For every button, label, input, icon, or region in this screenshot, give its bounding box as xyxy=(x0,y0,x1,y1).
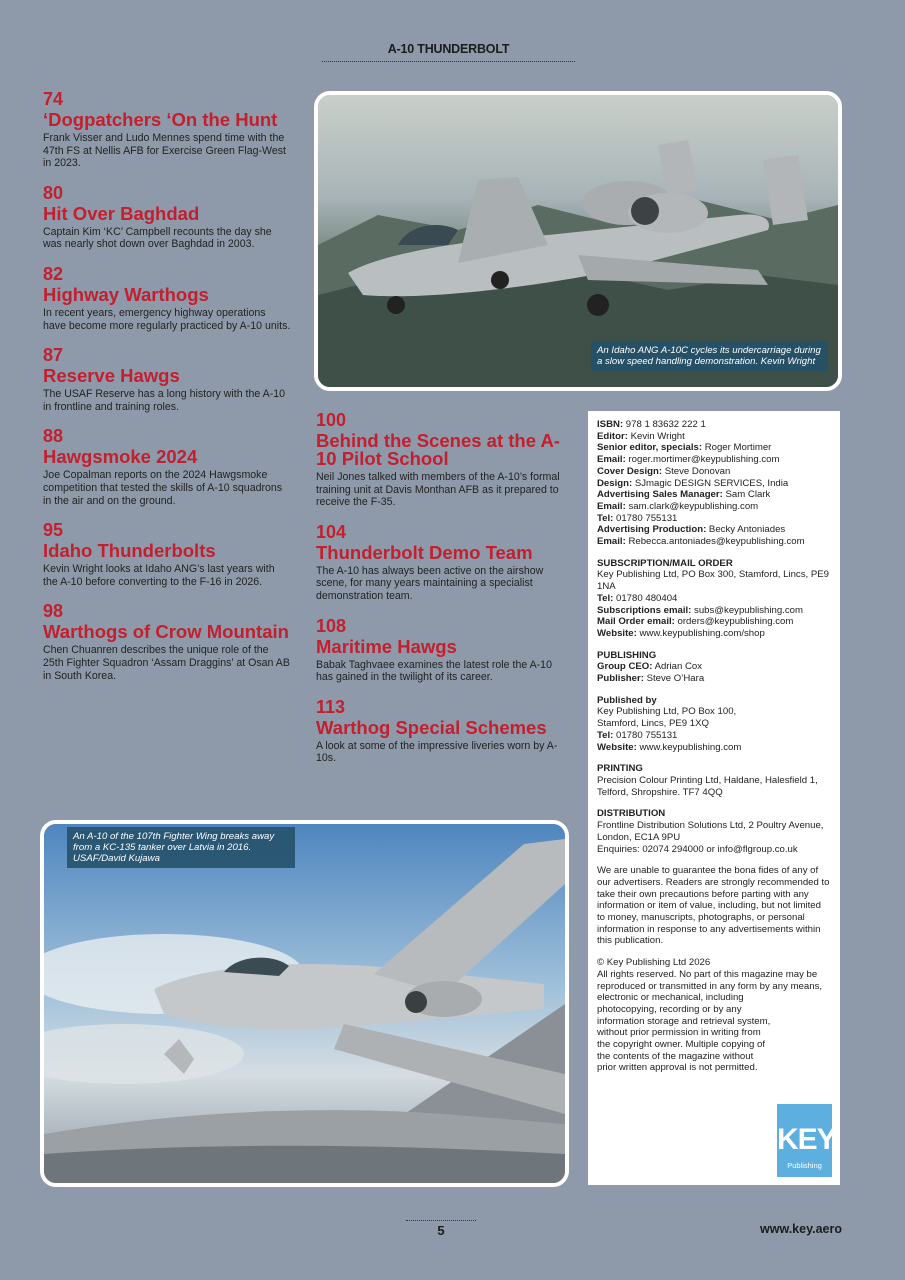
section-header: A-10 THUNDERBOLT xyxy=(322,42,575,62)
published-by-address: Key Publishing Ltd, PO Box 100, Stamford, Lincs, PE9 1XQ xyxy=(597,706,737,730)
info-label: Advertising Sales Manager: xyxy=(597,489,723,501)
website-url[interactable]: www.key.aero xyxy=(760,1222,842,1236)
entry-title: Behind the Scenes at the A-10 Pilot School xyxy=(316,430,560,469)
contents-entry[interactable] xyxy=(316,523,566,603)
info-label: Tel: xyxy=(597,729,614,741)
entry-description: Joe Copalman reports on the 2024 Hawgsmoke competition that tested the skills of A-10 squadrons in the air and on the ground. xyxy=(43,469,283,507)
info-value: Rebecca.antoniades@keypublishing.com xyxy=(625,536,805,548)
published-by-heading: Published by xyxy=(597,694,657,706)
info-label: Email: xyxy=(597,500,626,512)
photo-caption: An A-10 of the 107th Fighter Wing breaks away from a KC-135 tanker over Latvia in 2016. USAF/David Kujawa xyxy=(67,827,295,868)
entry-page-number: 88 xyxy=(43,426,64,447)
photo-a10-tanker xyxy=(40,820,569,1187)
entry-page-number: 95 xyxy=(43,520,64,541)
entry-page-number: 87 xyxy=(43,345,64,366)
info-label: Mail Order email: xyxy=(597,616,675,628)
copyright-text: All rights reserved. No part of this magazine may be reproduced or transmitted in any form by any means, electronic or mechanical, including xyxy=(597,968,823,1004)
entry-title: Reserve Hawgs xyxy=(43,365,180,387)
info-value: www.keypublishing.com/shop xyxy=(636,627,765,639)
contents-left-column xyxy=(43,90,291,696)
info-value: Kevin Wright xyxy=(627,430,685,442)
entry-title: Hawgsmoke 2024 xyxy=(43,446,198,468)
entry-title: Hit Over Baghdad xyxy=(43,202,200,224)
entry-title: Warthog Special Schemes xyxy=(316,716,547,738)
info-value: www.keypublishing.com xyxy=(636,741,742,753)
info-value: Adrian Cox xyxy=(652,661,703,673)
entry-title: ‘Dogpatchers ‘On the Hunt xyxy=(43,109,278,130)
info-label: Editor: xyxy=(597,430,628,442)
entry-page-number: 108 xyxy=(316,615,347,636)
distribution-heading: DISTRIBUTION xyxy=(597,808,666,820)
contents-middle-column xyxy=(316,411,566,779)
info-label: Email: xyxy=(597,536,626,548)
contents-entry[interactable] xyxy=(316,411,566,509)
distribution-text: Frontline Distribution Solutions Ltd, 2 Poultry Avenue, London, EC1A 9PU xyxy=(597,820,824,843)
contents-entry[interactable] xyxy=(43,90,291,170)
entry-description: A look at some of the impressive liveries worn by A-10s. xyxy=(316,739,558,765)
disclaimer-text: We are unable to guarantee the bona fides of any of our advertisers. Readers are strongly recommended to take their own precautions before parting with any information or item of value, including, but not limited to money, manuscripts, photographs, or personal information in response to any advertisements within this publication. xyxy=(597,865,830,947)
logo-wordmark: KEY xyxy=(777,1123,836,1156)
info-label: ISBN: xyxy=(597,419,624,430)
entry-description: Frank Visser and Ludo Mennes spend time with the 47th FS at Nellis AFB for Exercise Green Flag-West in 2023. xyxy=(43,132,286,170)
info-value: SJmagic DESIGN SERVICES, India xyxy=(632,477,789,489)
info-label: Website: xyxy=(597,741,637,753)
key-publishing-logo xyxy=(777,1104,836,1177)
info-value: Steve O’Hara xyxy=(643,673,705,685)
entry-title: Idaho Thunderbolts xyxy=(43,540,216,562)
info-label: Cover Design: xyxy=(597,465,663,477)
entry-page-number: 82 xyxy=(43,263,64,284)
entry-description: Captain Kim ‘KC’ Campbell recounts the day she was nearly shot down over Baghdad in 2003. xyxy=(43,225,272,251)
entry-description: Neil Jones talked with members of the A-10’s formal training unit at Davis Monthan AFB as it prepared to receive the F-35. xyxy=(316,471,560,509)
info-label: Group CEO: xyxy=(597,661,653,673)
contents-entry[interactable] xyxy=(316,617,566,684)
info-value: roger.mortimer@keypublishing.com xyxy=(625,454,780,466)
info-label: Subscriptions email: xyxy=(597,604,692,616)
info-label: Email: xyxy=(597,454,626,466)
info-value: subs@keypublishing.com xyxy=(691,604,803,616)
info-value: Sam Clark xyxy=(722,489,771,501)
info-label: Tel: xyxy=(597,512,614,524)
entry-title: Maritime Hawgs xyxy=(316,635,457,657)
staff-credits xyxy=(597,419,831,548)
entry-description: The USAF Reserve has a long history with the A-10 in frontline and training roles. xyxy=(43,388,286,413)
photo-caption: An Idaho ANG A-10C cycles its undercarriage during a slow speed handling demonstration. Kevin Wright xyxy=(591,341,828,371)
info-value: sam.clark@keypublishing.com xyxy=(625,500,759,512)
published-by-block xyxy=(597,695,831,754)
entry-page-number: 98 xyxy=(43,601,64,622)
info-label: Tel: xyxy=(597,592,614,604)
info-value: Roger Mortimer xyxy=(702,442,772,454)
copyright-text: photocopying, recording or by any information storage and retrieval system, without prior permission in writing from the copyright owner. Multiple copying of the contents of the magazine without prior written approval is not permitted. xyxy=(597,1003,771,1074)
entry-description: Kevin Wright looks at Idaho ANG’s last years with the A-10 before converting to the F-16 in 2026. xyxy=(43,563,275,588)
info-label: Publisher: xyxy=(597,673,644,685)
info-value: 01780 480404 xyxy=(613,592,678,604)
info-value: Steve Donovan xyxy=(662,465,731,477)
entry-page-number: 74 xyxy=(43,89,64,109)
contents-entry[interactable] xyxy=(43,602,291,682)
info-value: 01780 755131 xyxy=(613,512,678,524)
publishing-heading: PUBLISHING xyxy=(597,649,657,661)
contents-entry[interactable] xyxy=(316,698,566,765)
entry-title: Highway Warthogs xyxy=(43,283,209,305)
entry-page-number: 104 xyxy=(316,521,347,542)
contents-entry[interactable] xyxy=(43,265,291,332)
subscription-address: Key Publishing Ltd, PO Box 300, Stamford, Lincs, PE9 1NA xyxy=(597,569,829,593)
info-label: Design: xyxy=(597,477,633,489)
printing-heading: PRINTING xyxy=(597,763,643,775)
page-number: 5 xyxy=(406,1220,476,1238)
entry-page-number: 100 xyxy=(316,410,347,430)
entry-description: Babak Taghvaee examines the latest role the A-10 has gained in the twilight of its career. xyxy=(316,658,552,684)
contents-entry[interactable] xyxy=(43,346,291,413)
logo-subtitle: Publishing xyxy=(787,1161,822,1170)
contents-entry[interactable] xyxy=(43,427,291,507)
subscription-block xyxy=(597,558,831,640)
entry-title: Thunderbolt Demo Team xyxy=(316,541,533,563)
contents-entry[interactable] xyxy=(43,184,291,251)
entry-description: In recent years, emergency highway operations have become more regularly practiced by A-10 units. xyxy=(43,306,291,332)
publication-info-box xyxy=(588,411,840,1185)
info-value: 02074 294000 or info@flgroup.co.uk xyxy=(639,843,798,855)
copyright-line: © Key Publishing Ltd 2026 xyxy=(597,957,711,969)
entry-page-number: 113 xyxy=(316,696,346,717)
aircraft-illustration-bottom xyxy=(44,824,565,1183)
contents-entry[interactable] xyxy=(43,521,291,588)
entry-description: Chen Chuanren describes the unique role of the 25th Fighter Squadron ‘Assam Draggins’ at Osan AB in South Korea. xyxy=(43,644,290,682)
info-value: 978 1 83632 222 1 xyxy=(623,419,706,430)
distribution-block xyxy=(597,808,831,855)
subscription-heading: SUBSCRIPTION/MAIL ORDER xyxy=(597,557,733,569)
copyright-block xyxy=(597,957,831,1074)
printing-block xyxy=(597,763,831,798)
info-label: Website: xyxy=(597,627,637,639)
entry-title: Warthogs of Crow Mountain xyxy=(43,621,289,643)
publishing-block xyxy=(597,650,831,685)
info-label: Senior editor, specials: xyxy=(597,442,703,454)
printing-text: Precision Colour Printing Ltd, Haldane, Halesfield 1, Telford, Shropshire. TF7 4QQ xyxy=(597,774,818,798)
entry-page-number: 80 xyxy=(43,182,64,203)
info-value: 01780 755131 xyxy=(613,729,678,741)
entry-description: The A-10 has always been active on the airshow scene, for many years maintaining a specialist demonstration team. xyxy=(316,564,544,602)
info-label: Advertising Production: xyxy=(597,524,707,536)
info-value: orders@keypublishing.com xyxy=(674,616,794,628)
info-value: Becky Antoniades xyxy=(706,524,786,536)
info-label: Enquiries: xyxy=(597,843,640,855)
photo-a10-undercarriage xyxy=(314,91,842,391)
